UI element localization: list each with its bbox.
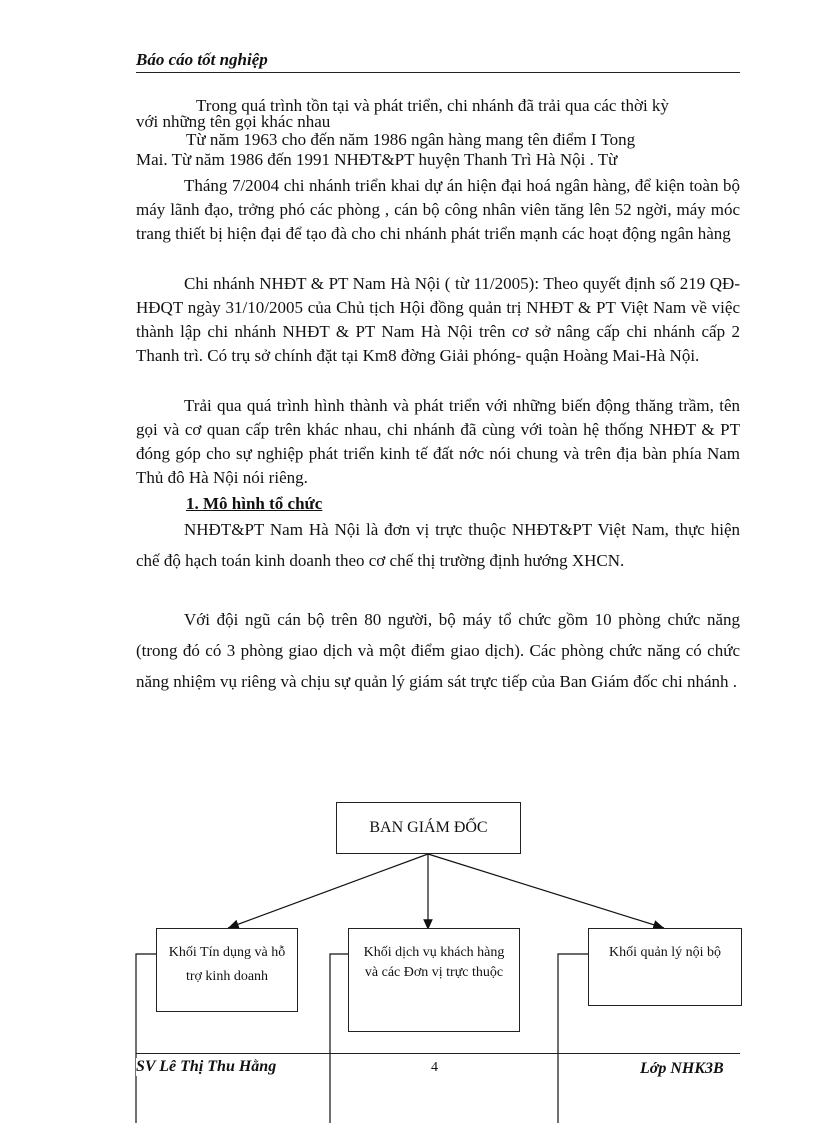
org-box-internal-management-division: Khối quản lý nội bộ	[588, 928, 742, 1006]
paragraph-1-line-1: Trong quá trình tồn tại và phát triển, chi nhánh đã trải qua các thời kỳ	[196, 96, 669, 115]
section-heading: 1. Mô hình tổ chức	[186, 494, 323, 513]
left-branch-line	[136, 954, 156, 1123]
arrow-to-right-box	[428, 854, 664, 928]
footer-class: Lớp NHK3B	[640, 1060, 724, 1077]
page-number: 4	[431, 1060, 438, 1075]
middle-branch-line	[330, 954, 348, 1123]
paragraph-2-line-1: Từ năm 1963 cho đến năm 1986 ngân hàng mang tên điểm I Tong	[186, 130, 636, 149]
paragraph-2-line-2: Mai. Từ năm 1986 đến 1991 NHĐT&PT huyện Thanh Trì Hà Nội . Từ	[136, 150, 618, 169]
paragraph-3: Tháng 7/2004 chi nhánh triển khai dự án hiện đại hoá ngân hàng, để kiện toàn bộ máy lãnh đạo, trởng phó các phòng , cán bộ công nhân viên tăng lên 52 ngời, máy móc trang thiết bị hiện đại để tạo đà cho chi nhánh phát triển mạnh các hoạt động ngân hàng	[136, 176, 740, 243]
right-branch-line	[558, 954, 588, 1123]
arrow-to-left-box	[228, 854, 428, 928]
org-box-board-of-directors: BAN GIÁM ĐỐC	[336, 802, 521, 854]
footer-rule	[136, 1053, 740, 1054]
page-header-title: Báo cáo tốt nghiệp	[136, 50, 268, 69]
paragraph-1-line-2: với những tên gọi khác nhau	[136, 112, 331, 131]
footer-student-name: SV Lê Thị Thu Hằng	[136, 1058, 280, 1076]
org-box-credit-division: Khối Tín dụng và hỗ trợ kinh doanh	[156, 928, 298, 1012]
paragraph-6: NHĐT&PT Nam Hà Nội là đơn vị trực thuộc NHĐT&PT Việt Nam, thực hiện chế độ hạch toán kinh doanh theo cơ chế thị trường định hướng XHCN.	[136, 520, 740, 570]
paragraph-4: Chi nhánh NHĐT & PT Nam Hà Nội ( từ 11/2005): Theo quyết định số 219 QĐ-HĐQT ngày 31/10/2005 của Chủ tịch Hội đồng quản trị NHĐT & PT Việt Nam về việc thành lập chi nhánh NHĐT & PT Nam Hà Nội trên cơ sở nâng cấp chi nhánh cấp 2 Thanh trì. Có trụ sở chính đặt tại Km8 đờng Giải phóng- quận Hoàng Mai-Hà Nội.	[136, 274, 740, 365]
paragraph-5: Trải qua quá trình hình thành và phát triển với những biến động thăng trầm, tên gọi và cơ quan cấp trên khác nhau, chi nhánh đã cùng với toàn hệ thống NHĐT & PT đóng góp cho sự nghiệp phát triển kinh tế đất nớc nói chung và trên địa bàn phía Nam Thủ đô Hà Nội nói riêng.	[136, 396, 740, 487]
paragraph-7: Với đội ngũ cán bộ trên 80 người, bộ máy tổ chức gồm 10 phòng chức năng (trong đó có 3 phòng giao dịch và một điểm giao dịch). Các phòng chức năng có chức năng nhiệm vụ riêng và chịu sự quản lý giám sát trực tiếp của Ban Giám đốc chi nhánh .	[136, 610, 740, 691]
org-box-customer-service-division: Khối dịch vụ khách hàng và các Đơn vị trực thuộc	[348, 928, 520, 1032]
